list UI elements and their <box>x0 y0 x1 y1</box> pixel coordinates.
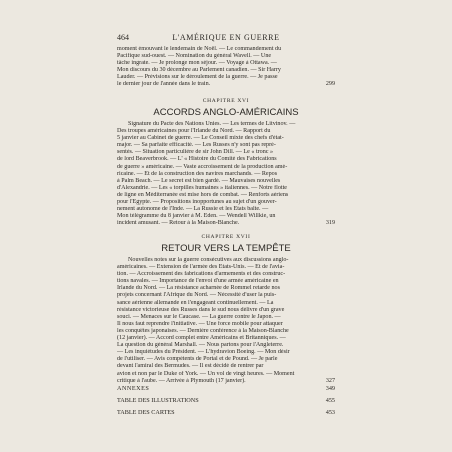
text-line: 5 janvier au Cabinet de guerre. — Le Conseil mixte des chefs d'état- <box>117 135 284 142</box>
running-title: L'AMÉRIQUE EN GUERRE <box>172 33 280 42</box>
text-line: La question du général Marshall. — Nous partons pour l'Angleterre. <box>117 342 284 349</box>
toc-entry-label: TABLE DES CARTES <box>117 409 175 416</box>
text-line: souci. — Menaces sur le Caucase. — La guerre contre le Japon. — <box>117 313 281 320</box>
text-line: Mon télégramme du 8 janvier à M. Eden. — Wendell Willkie, un <box>117 213 276 220</box>
text-line: de guerre » américaine. — Vaste accroissement de la production amé- <box>117 163 288 170</box>
page-reference: 319 <box>325 220 335 227</box>
text-line: Irlande du Nord. — La résistance acharnée de Rommel retarde nos <box>117 285 280 292</box>
text-line: résistance victorieuse des Russes dans le sud nous délivre d'un grave <box>117 306 285 313</box>
text-line: tions navales. — Importance de l'envoi d'une armée américaine en <box>117 278 279 285</box>
chapter-16-title: ACCORDS ANGLO-AMÉRICAINS <box>153 107 299 118</box>
toc-entry-maps <box>117 408 335 417</box>
text-line: major. — Sa parfaite efficacité. — Les Russes n'y sont pas repré- <box>117 142 276 149</box>
toc-entry-annexes <box>117 384 335 393</box>
text-line: ricaine. — Et de la construction des navires marchands. — Repos <box>117 170 278 177</box>
text-line: américaines. — Extension de l'armée des États-Unis. — Et de l'avia- <box>117 264 285 271</box>
text-line: à Palm Beach. — Le secret est bien gardé. — Mauvaises nouvelles <box>117 177 281 184</box>
toc-entry-label: TABLE DES ILLUSTRATIONS <box>117 397 199 404</box>
chapter-16-label: CHAPITRE XVI <box>202 98 250 104</box>
text-line: pour l'Égypte. — Propositions inopportunes au sujet d'un gouver- <box>117 199 277 206</box>
text-line: Des troupes américaines pour l'Irlande du Nord. — Rapport du <box>117 128 271 135</box>
text-line: les conquêtes japonaises. — Dernière conférence à la Maison-Blanche <box>117 327 289 334</box>
text-line: (12 janvier). — Accord complet entre Américains et Britanniques. — <box>117 335 286 342</box>
text-line-last <box>117 81 335 88</box>
text-line: de l'utiliser. — Avis compétents de Portal et de Pound. — Je parle <box>117 356 278 363</box>
text-line: sentés. — Situation particulière de sir John Dill. — Le « tronc » <box>117 149 274 156</box>
chapter-17-label: CHAPITRE XVII <box>201 234 251 240</box>
text-line: de ligne en Méditerranée est mise hors de combat. — Renforts aériens <box>117 191 289 198</box>
toc-entry-page: 349 <box>325 385 335 392</box>
chapter-16-summary <box>117 121 335 227</box>
text-line: — Les inquiétudes du Président. — L'hydravion Boeing. — Mon désir <box>117 349 290 356</box>
intro-paragraph <box>117 46 335 89</box>
text-line: Mon discours du 30 décembre au Parlement canadien. — Sir Harry <box>117 67 281 74</box>
text-line: moment émouvant le lendemain de Noël. — Le commandement du <box>117 46 282 52</box>
page-number: 464 <box>117 33 129 42</box>
page-header <box>117 33 335 43</box>
text-line: Pacifique sud-ouest. — Nomination du général Wavell. — Une <box>117 53 272 60</box>
page-reference: 327 <box>325 377 335 384</box>
text-line: avion et non par le Duke of York. — Un vol de vingt heures. — Moment <box>117 370 295 377</box>
text-line: tâche ingrate. — Je prolonge mon séjour. — Voyage à Ottawa. — <box>117 60 277 67</box>
chapter-17-title: RETOUR VERS LA TEMPÊTE <box>161 243 291 254</box>
text-line: tion. — Accroissement des fabrications d'armements et des construc- <box>117 271 286 278</box>
text-line-last <box>117 220 335 227</box>
text-line-content: le dernier jour de l'année dans le train. <box>117 81 211 88</box>
text-line: Lauder. — Prévisions sur le déroulement de la guerre. — Je passe <box>117 74 278 81</box>
toc-entry-illustrations <box>117 396 335 405</box>
page-reference: 299 <box>325 81 335 88</box>
text-line: Il nous faut reprendre l'initiative. — Une force mobile pour attaquer <box>117 320 283 327</box>
text-line: Nouvelles notes sur la guerre consécutives aux discussions anglo- <box>128 257 289 263</box>
toc-entry-label: ANNEXES <box>117 385 150 392</box>
text-line-content: incident amusant. — Retour à la Maison-Blanche. <box>117 220 240 227</box>
text-line: d'Alexandrie. — Les « torpilles humaines » italiennes. — Notre flotte <box>117 184 287 191</box>
text-line: devant l'amiral des Bermudes. — Il est décidé de rentrer par <box>117 363 264 370</box>
text-line: sance aérienne allemande en l'engageant continuellement. — La <box>117 299 274 306</box>
toc-entry-page: 455 <box>325 397 335 404</box>
text-line: nement autonome de l'Inde. — La Russie et les États balte. — <box>117 206 269 213</box>
text-line: projets concernant l'Afrique du Nord. — Nécessité d'user la puis- <box>117 292 277 299</box>
text-line-content: critique à l'aube. — Arrivée à Plymouth (17 janvier). <box>117 377 246 384</box>
text-line: de lord Beaverbrook. — L' « Histoire du Comité des Fabrications <box>117 156 277 163</box>
toc-entry-page: 453 <box>325 409 335 416</box>
chapter-17-summary <box>117 257 335 385</box>
text-line: Signature du Pacte des Nations Unies. — Les termes de Litvinov. — <box>128 121 296 127</box>
